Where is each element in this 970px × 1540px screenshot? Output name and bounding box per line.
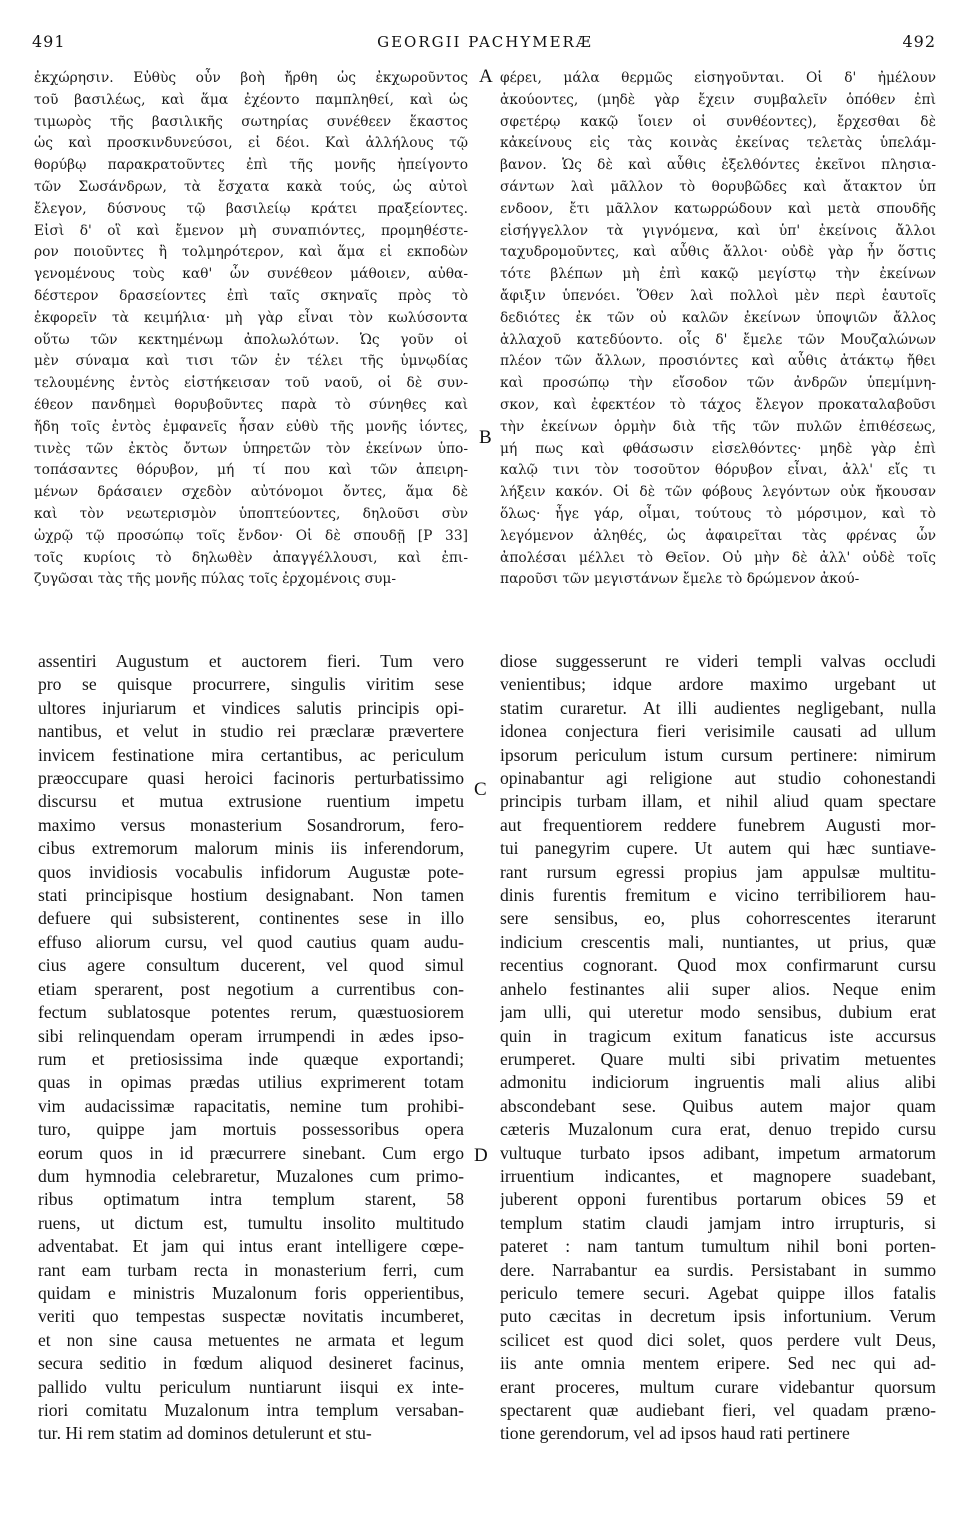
latin-left-line: sibi relinquendam operam irrumpendi in ædes ipso- [38,1025,464,1046]
greek-left-line: μὲν σύναμα καὶ τισι τῶν ἐν τέλει τῆς ὑμνῳδίας [34,353,468,370]
greek-left-line: Εἰσὶ δ' οἳ καὶ ἔμενον μὴ συναπιόντες, προμηθέστε- [34,222,468,239]
latin-left-line: pallido vultu periculum nuntiarunt iisqui ex inte- [38,1376,464,1397]
latin-left-line: rum et pretiosissima inde quæque exportandi; [38,1048,464,1069]
latin-left-line: nantibus, et velut in studio rei præclaræ prævertere [38,721,464,742]
left-page-number: 491 [32,32,66,51]
latin-right-line: recentius cognorant. Quod mox confirmarunt cursu [500,955,936,976]
greek-left-line: ἤδη τοῖς ἐντὸς ἐμφανεῖς ἦσαν εὐθὺ τῆς μονῆς ἰόντες, [34,418,468,435]
greek-right-line: εἰσήγγελλον τὰ γιγνόμενα, καὶ ὑπ' ἐκείνοις ἄλλοι [500,222,936,239]
latin-left-line: eorum quos in id præcurrere sinebant. Cum ergo [38,1142,464,1163]
latin-left-line: quidam e ministris Muzalonum foris opperientibus, [38,1282,464,1303]
greek-right-line: ὅλως· ἦγε γάρ, οἶμαι, τούτους τὸ μόρσιμον, καὶ τὸ [500,505,936,522]
greek-left-line: ρον ποιοῦντες ἢ τολμηρότερον, καὶ ἅμα εἰ εκποδὼν [34,244,468,261]
latin-left-line: tur. Hi rem statim ad dominos detulerunt et stu- [38,1423,372,1444]
latin-left-line: veriti quo tempestas suspectæ novitatis incumberet, [38,1306,464,1327]
margin-letter-a: A [479,66,493,87]
latin-right-line: juberent opponi furentibus portarum obices 59 et [500,1189,936,1210]
latin-right-line: tui panegyrim cupere. Ut autem qui hæc suntiave- [500,838,936,859]
margin-letter-d: D [474,1145,488,1166]
latin-right-line: cæteris Muzalonum cura erat, denuo trepido cursu [500,1119,936,1140]
latin-left-line: stati principisque hostium designabant. Non tamen [38,885,464,906]
greek-left-line: οὕτω τῶν κεκτημένωμ ἀπολωλότων. Ὡς γοῦν οἱ [34,331,468,348]
latin-right-line: statim curaretur. At illi audientes negligebant, nulla [500,697,936,718]
latin-left-line: quos invidiosis vocabulis infidorum Augustæ pote- [38,861,464,882]
latin-right-line: erant proceres, multum curare videbantur quorsum [500,1376,936,1397]
greek-left-line: τοπάσαντες θόρυβον, μή τί που καὶ τῶν ἀπειρη- [34,462,468,479]
latin-right-line: vultuque turbato ipsos adibant, impetum armatorum [500,1142,936,1163]
latin-left-line: assentiri Augustum et auctorem fieri. Tum vero [38,651,464,671]
latin-left-line: riori comitatu Muzalonum intra templum versaban- [38,1400,464,1420]
greek-right-line: δεδιότες ἐκ τῶν οὐ καλῶν ἐκείνων ὑποψιῶν ἄλλος [500,309,936,326]
latin-left-line: turo, quippe jam mortuis possessoribus opera [38,1119,464,1140]
latin-right-line: ipsorum periculum istum cursum pertinere: nimirum [500,744,936,765]
latin-right-line: idonea conjectura fieri verisimile causati ad ullum [500,721,936,742]
greek-left-line: ἐκχώρησιν. Εὐθὺς οὖν βοὴ ἤρθη ὡς ἐκχωροῦντος [34,70,468,86]
greek-left-line: έθεον πανδημεὶ θορυβοῦντες παρὰ τὸ σύνηθες καὶ [34,396,468,413]
latin-left-line: dum hymnodia celebraretur, Muzalones cum primo- [38,1165,464,1186]
greek-left-line: ἔλεγον, δύσνους τῷ βασιλείῳ κράτει πραξείοντες. [34,200,468,217]
latin-right-line: rant rursum egressi propius jam appulsæ multitu- [500,861,936,882]
greek-right-line: ταχυδρομοῦντες, καὶ αὖθις ἄλλοι· οὐδὲ γὰρ ἦν ὅστις [500,244,936,261]
latin-right-line: diose suggesserunt re videri templi valvas occludi [500,651,936,671]
greek-column-right [500,68,936,608]
latin-left-line: vim audacissimæ rapacitatis, nemine tum prohibi- [38,1095,464,1116]
latin-right-line: puto cæcitas in decretum ipsis infortunium. Verum [500,1306,936,1327]
greek-right-line: μή πως καὶ φθάσωσιν εἰσελθόντες· μηδὲ γὰρ ἐπὶ [500,440,936,457]
latin-right-line: dere. Narrabantur ea surdis. Persistabant in summo [500,1259,936,1280]
greek-left-line: ζυγῶσαι τὰς τῆς μονῆς πύλας τοῖς ἐρχομένοις συμ- [34,571,397,588]
greek-right-line: σκον, καὶ ἐφεκτέον τὸ τάχος ἔλεγον προκαταλαβοῦσι [500,396,936,413]
greek-left-line: θορύβῳ παρακρατοῦντες ἐπὶ τῆς μονῆς ἠπείγοντο [34,157,468,174]
latin-right-line: sere sensibus, eo, plus cohorrescentes iterarunt [500,908,936,929]
greek-right-line: ἄφιξιν ὑπενόει. Ὅθεν λαὶ πολλοὶ μὲν περὶ ἑαυτοῖς [500,287,936,304]
latin-right-line: pateret : nam tantum tumultum nihil boni porten- [500,1236,936,1257]
margin-letter-c: C [474,779,487,800]
greek-left-line: τιμωρὸς τῆς βασιλικῆς σωτηρίας συνέθεεν ἕκαστος [34,113,468,130]
greek-right-line: τὴν ἐκείνων ὁρμὴν διὰ τῆς τῶν πυλῶν ἐπιθέσεως, [500,418,936,435]
latin-right-line: spectarent quæ audiebant fieri, vel quadam præno- [500,1400,936,1420]
page-header [30,30,940,54]
greek-left-line: γενομένους τοὺς καθ' ὧν συνέθεον μάθοιεν, αὐθα- [34,266,468,283]
latin-right-line: irruentium indicantes, et magnopere suadebant, [500,1165,936,1186]
latin-right-line: periculo temere securi. Agebat quippe illos fatalis [500,1282,936,1303]
greek-left-line: τινὲς τῶν ἐκτὸς ὄντων ὑπηρετῶν τὸν ἐκείνων ὑπο- [34,440,468,457]
latin-right-line: iis ante omnia mentem eripere. Sed nec qui ad- [500,1353,936,1374]
greek-right-line: καὶ προσώπῳ τὴν εἴσοδον τῶν ἀνδρῶν ὑπεμίμνη- [500,375,936,392]
latin-right-line: anhelo festinantes alii super alios. Neque enim [500,978,936,999]
greek-right-line: κἀκείνους εἰς τὰς κοινὰς ἐκείνας τελετὰς ὑπελάμ- [500,135,936,152]
latin-left-line: maximo versus monasterium Sosandrorum, fero- [38,814,464,835]
greek-left-line: δέστερον δρασείοντες ἐπὶ ταῖς σκηναῖς πρὸς τὸ [34,287,468,304]
greek-right-line: τότε βλέπων μὴ ἐπὶ κακῷ μεγίστῳ τὴν ἐκείνων [500,266,936,283]
latin-right-line: erumperet. Quare multi sibi privatim metuentes [500,1048,936,1069]
latin-column-right [500,650,936,1460]
greek-right-line: φέρει, μάλα θερμῶς εἰσηγοῦνται. Οἱ δ' ἠμέλουν [500,70,936,86]
greek-left-line: μένων δράσαιεν σχεδὸν αὐτόνομοι ὄντες, ἅμα δὲ [34,484,468,501]
latin-left-line: et non sine causa metuentes ne armata et legum [38,1329,464,1350]
greek-right-line: λεγόμενον ἀληθές, ὡς ἀφαιρεῖται τὰς φρένας ὧν [500,527,936,544]
greek-right-line: σφετέρῳ κακῷ ἴοιεν οἱ συνθέοντες), ἔρχεσθαι δὲ [500,113,936,130]
latin-right-line: abscondebant sese. Quibus autem major quam [500,1095,936,1116]
latin-right-line: indicium crescentis mali, nuntiantes, ut prius, quæ [500,931,936,952]
greek-left-line: τοῖς κυρίοις τὸ δηλωθὲν ἀπαγγέλλουσι, καὶ ἐπι- [34,549,468,566]
greek-left-line: ὠχρῷ τῷ προσώπῳ τοῖς ἔνδον· Οἱ δὲ σπουδῇ [P 33] [34,527,468,544]
latin-left-line: cibus extremorum malorum minis iis inferendorum, [38,838,464,859]
latin-left-line: præoccupare quasi heroici facinoris perturbatissimo [38,768,464,789]
greek-right-line: πλέον τῶν ἄλλων, προσιόντες καὶ αὖθις ἀτάκτῳ ἤθει [500,353,936,370]
latin-right-line: tione gerendorum, vel ad ipsos haud rati pertinere [500,1423,850,1444]
margin-letter-b: B [479,427,492,448]
latin-left-line: rant eam turbam recta in monasterium ferri, cum [38,1259,464,1280]
latin-left-line: quas in opimas prædas utilius exprimerent totam [38,1072,464,1093]
latin-left-line: invicem festinatione mira certantibus, ac periculum [38,744,464,765]
greek-column-left [34,68,468,608]
greek-left-line: ὡς καὶ προσκινδυνεύσοι, εἰ δέοι. Καὶ ἀλλήλους τῷ [34,135,468,152]
greek-left-line: ἐκφορεῖν τὰ κειμήλια· μὴ γὰρ εἶναι τὸν κωλύσοντα [34,309,468,326]
latin-left-line: ultores injuriarum et vindices salutis principis opi- [38,697,464,718]
latin-right-line: aut frequentiorem reddere funebrem Augusti mor- [500,814,936,835]
latin-left-line: pro se quisque procurrere, singulis viritim sese [38,674,464,695]
greek-right-line: ἀκούοντες, (μηδὲ γὰρ ἔχειν συμβαλεῖν ὁπόθεν ἐπὶ [500,91,936,108]
latin-right-line: admonitu indiciorum ingruentis mali alius alibi [500,1072,936,1093]
greek-left-line: καὶ τὸν νεωτερισμὸν ὑποπτεύοντες, δηλοῦσι σὺν [34,505,468,522]
latin-left-line: secura seditio in fœdum aliquod desineret facinus, [38,1353,464,1374]
latin-right-line: principis turbam illam, et nihil aliud quam spectare [500,791,936,812]
latin-left-line: adventabat. Et jam qui intus erant intelligere cœpe- [38,1236,464,1257]
running-title: GEORGII PACHYMERÆ [377,33,593,51]
latin-column-left [38,650,464,1460]
latin-right-line: templum statim claudi jamjam intro irrupturis, si [500,1212,936,1233]
latin-left-line: defuere qui subsisterent, continentes sese in illo [38,908,464,929]
latin-left-line: discursu et mutua extrusione ruentium impetu [38,791,464,812]
latin-left-line: cius agere consultum ducerent, vel quod simul [38,955,464,976]
latin-right-line: opinabantur agi religione aut studio cohonestandi [500,768,936,789]
latin-right-line: quin in tragicum exitum fanaticus iste accursus [500,1025,936,1046]
latin-right-line: venientibus; idque ardore maximo urgebant ut [500,674,936,695]
greek-right-line: σάντων λαὶ μᾶλλον τὸ θορυβῶδες καὶ ἄτακτον ὑπ [500,178,936,195]
greek-right-line: καλῷ τινι τὸν τοσοῦτον θόρυβον εἶναι, ἀλλ' εἴς τι [500,462,936,479]
greek-left-line: τελουμένης ἐντὸς εἱστήκεισαν τοῦ ναοῦ, οἱ δὲ συν- [34,375,468,392]
greek-right-line: ἀλλαχοῦ κατεδύοντο. οἷς δ' ἔμελε τῶν Μουζαλώνων [500,331,936,348]
latin-right-line: dinis furentis fremitum e vicino terribiliorem hau- [500,885,936,906]
greek-right-line: βανον. Ὡς δὲ καὶ αὖθις ἐξελθόντες ἐκεῖνοι πλησια- [500,157,936,174]
greek-right-line: ἀπολέσαι μέλλει τὸ Θεῖον. Οὐ μὴν δὲ ἀλλ' οὐδὲ τοῖς [500,549,936,566]
greek-right-line: ενδοον, ἔτι μᾶλλον κατωρρώδουν καὶ μετὰ σπουδῆς [500,200,936,217]
right-page-number: 492 [902,32,936,51]
greek-left-line: τοῦ βασιλέως, καὶ ἅμα ἐχέοντο παμπληθεί, καὶ ὡς [34,91,468,108]
latin-right-line: jam ulli, qui uteretur modo sensibus, dubium erat [500,1002,936,1023]
latin-left-line: effuso aliorum cursu, vel quod cautius quam audu- [38,931,464,952]
latin-right-line: scilicet est quod dici solet, quos perdere vult Deus, [500,1329,936,1350]
latin-left-line: ruens, ut dictum est, tumultu insolito multitudo [38,1212,464,1233]
latin-left-line: etiam sperarent, post negotium a currentibus con- [38,978,464,999]
greek-right-line: λήξειν κακόν. Οἱ δὲ τῶν φόβους λεγόντων οὐκ ἤκουσαν [500,484,936,501]
latin-left-line: ribus optimatum intra templum starent, 58 [38,1189,464,1210]
greek-right-line: παροῦσι τῶν μεγιστάνων ἔμελε τὸ δρώμενον ἀκού- [500,571,860,588]
latin-left-line: fectum sublatosque potentes rerum, quæstuosiorem [38,1002,464,1023]
greek-left-line: τῶν Σωσάνδρων, τὰ ἔσχατα κακὰ τούς, ὡς αὐτοὶ [34,178,468,195]
